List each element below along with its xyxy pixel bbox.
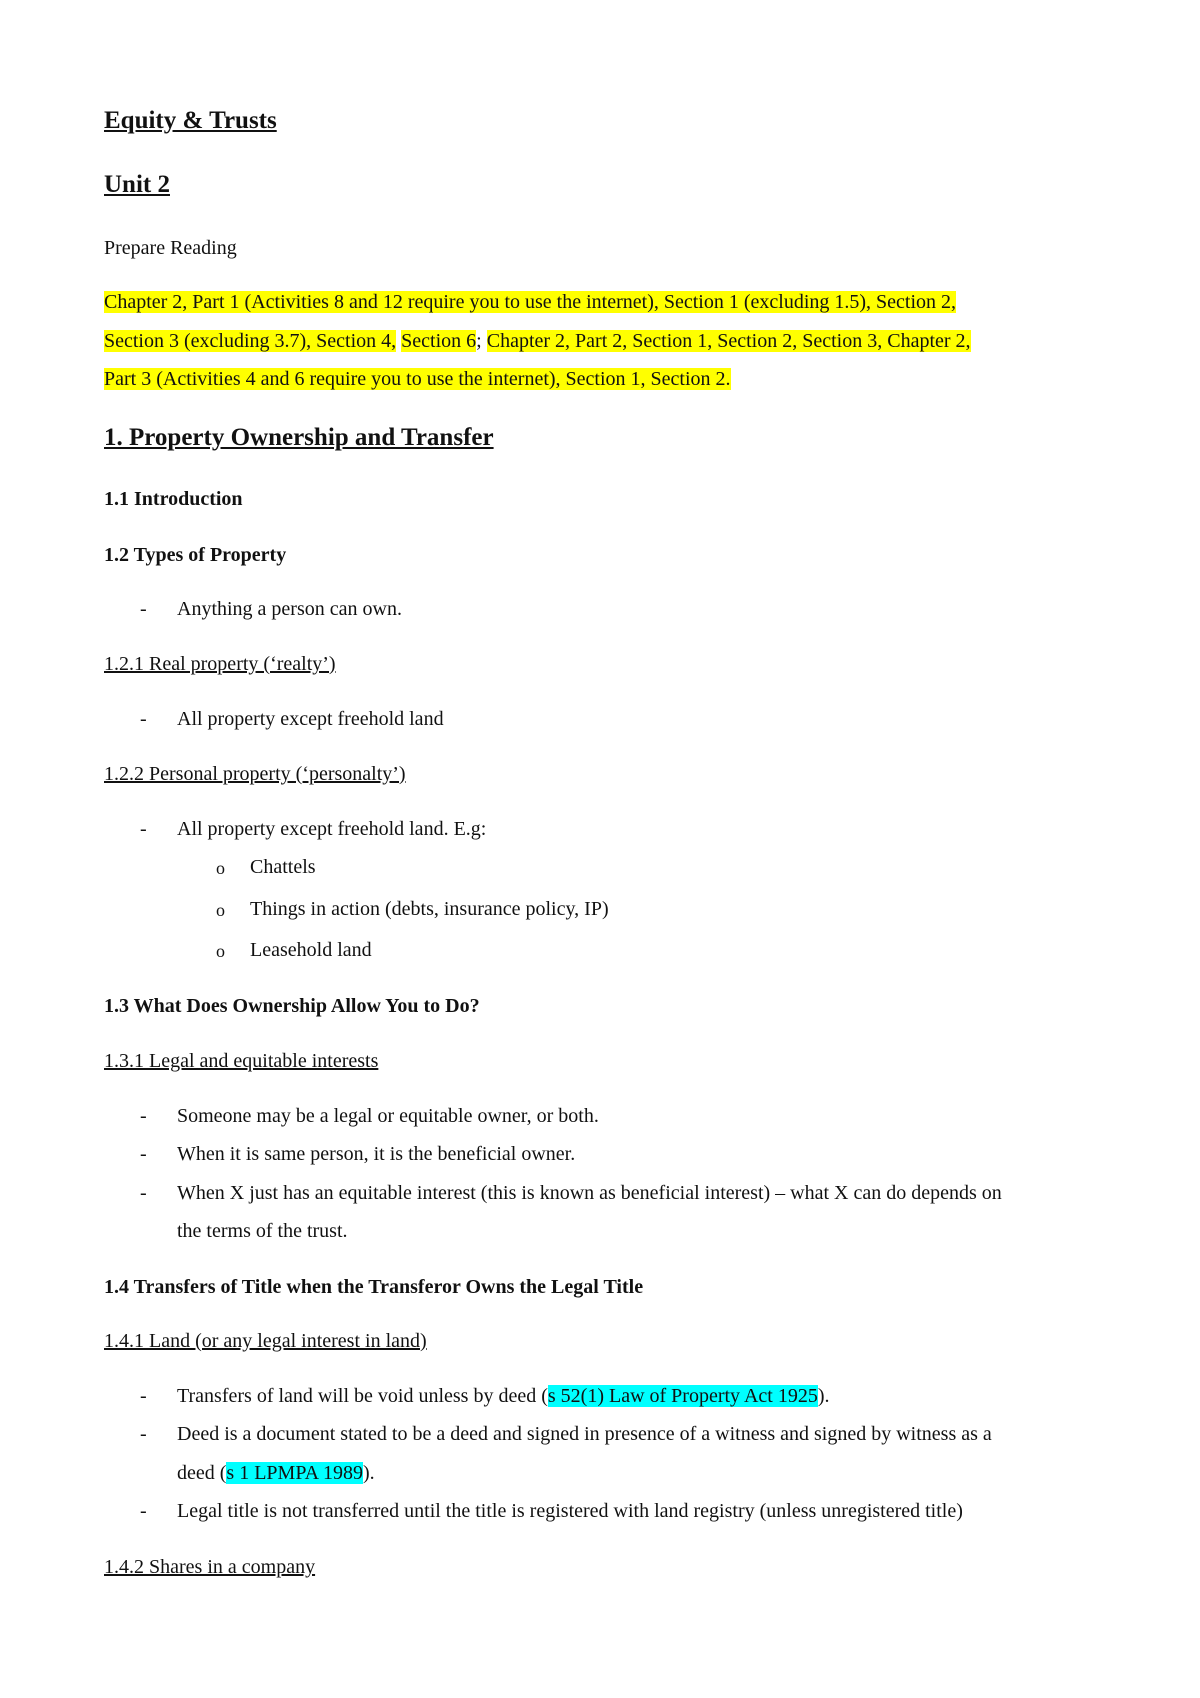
sub-item-chattels: Chattels (250, 856, 316, 878)
reading-text: Part 3 (Activities 4 and 6 require you to use the internet), Section 1, Section 2. (104, 368, 731, 390)
section-1-2-2-heading: 1.2.2 Personal property (‘personalty’) (104, 763, 406, 785)
section-1-4-1-heading: 1.4.1 Land (or any legal interest in land) (104, 1330, 427, 1352)
section-1-4-heading: 1.4 Transfers of Title when the Transferor Owns the Legal Title (104, 1276, 644, 1298)
reading-text: Chapter 2, Part 1 (Activities 8 and 12 require you to use the internet), Section 1 (excluding 1.5), Section 2, (104, 291, 957, 313)
circle-bullet-icon: o (216, 858, 225, 878)
prepare-reading-label: Prepare Reading (104, 237, 237, 259)
bullet-anything: Anything a person can own. (177, 598, 402, 620)
reading-line-3 (104, 367, 731, 391)
reading-text: Section 6 (401, 330, 477, 352)
bullet-real-property: All property except freehold land (177, 708, 444, 730)
section-1-heading: 1. Property Ownership and Transfer (104, 424, 494, 451)
section-1-3-heading: 1.3 What Does Ownership Allow You to Do? (104, 995, 480, 1017)
unit-heading: Unit 2 (104, 171, 170, 198)
bullet-same-person: When it is same person, it is the beneficial owner. (177, 1143, 576, 1165)
statute-reference: s 1 LPMPA 1989 (226, 1462, 363, 1484)
bullet-text: deed ( (177, 1462, 227, 1484)
bullet-when-x-line-1: When X just has an equitable interest (this is known as beneficial interest) – what X can do depends on (177, 1182, 1002, 1204)
section-1-3-1-heading: 1.3.1 Legal and equitable interests (104, 1050, 379, 1072)
reading-line-2 (104, 329, 971, 353)
dash-marker: - (140, 1105, 147, 1127)
bullet-deed-line-1: Deed is a document stated to be a deed and signed in presence of a witness and signed by witness as a (177, 1423, 992, 1445)
bullet-text: ). (362, 1462, 375, 1484)
reading-separator: ; (476, 330, 487, 352)
bullet-text: Transfers of land will be void unless by deed ( (177, 1385, 548, 1407)
dash-marker: - (140, 708, 147, 730)
bullet-text: ). (817, 1385, 830, 1407)
circle-bullet-icon: o (216, 941, 225, 961)
dash-marker: - (140, 1385, 147, 1407)
section-1-1-heading: 1.1 Introduction (104, 488, 243, 510)
document-title: Equity & Trusts (104, 107, 277, 134)
reading-text: Chapter 2, Part 2, Section 1, Section 2, Section 3, Chapter 2, (486, 330, 971, 352)
sub-item-leasehold-land: Leasehold land (250, 939, 372, 961)
bullet-personal-property: All property except freehold land. E.g: (177, 818, 487, 840)
reading-line-1 (104, 290, 956, 314)
sub-item-things-in-action: Things in action (debts, insurance policy, IP) (250, 898, 609, 920)
bullet-transfers-of-land (177, 1384, 830, 1408)
dash-marker: - (140, 1182, 147, 1204)
circle-bullet-icon: o (216, 900, 225, 920)
bullet-deed-line-2 (177, 1461, 375, 1485)
dash-marker: - (140, 818, 147, 840)
section-1-4-2-heading: 1.4.2 Shares in a company (104, 1556, 316, 1578)
section-1-2-1-heading: 1.2.1 Real property (‘realty’) (104, 653, 336, 675)
bullet-someone: Someone may be a legal or equitable owner, or both. (177, 1105, 599, 1127)
dash-marker: - (140, 1500, 147, 1522)
section-1-2-heading: 1.2 Types of Property (104, 544, 287, 566)
dash-marker: - (140, 1423, 147, 1445)
bullet-legal-title: Legal title is not transferred until the title is registered with land registry (unless unregistered title) (177, 1500, 963, 1522)
reading-text: Section 3 (excluding 3.7), Section 4, (104, 330, 397, 352)
dash-marker: - (140, 598, 147, 620)
bullet-when-x-line-2: the terms of the trust. (177, 1220, 348, 1242)
statute-reference: s 52(1) Law of Property Act 1925 (547, 1385, 818, 1407)
dash-marker: - (140, 1143, 147, 1165)
